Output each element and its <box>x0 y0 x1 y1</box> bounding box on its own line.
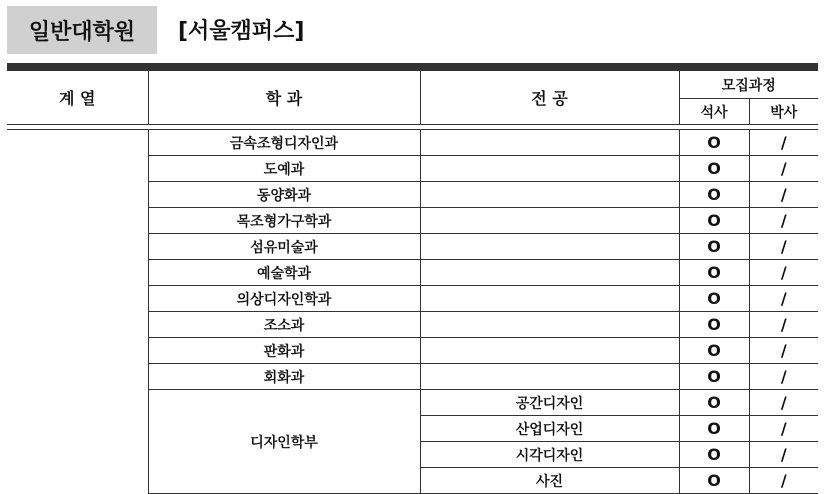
doctoral-cell: / <box>749 182 818 208</box>
doctoral-cell: / <box>749 390 818 416</box>
major-cell: 산업디자인 <box>420 416 679 442</box>
division-title: 일반대학원 <box>28 19 136 45</box>
major-cell <box>420 338 679 364</box>
program-table <box>7 71 818 494</box>
doctoral-cell: / <box>749 156 818 182</box>
dept-cell: 동양화과 <box>148 182 420 208</box>
major-cell: 시각디자인 <box>420 442 679 468</box>
major-cell <box>420 286 679 312</box>
major-cell <box>420 130 679 156</box>
doctoral-cell: / <box>749 130 818 156</box>
col-department-header: 학 과 <box>148 71 420 125</box>
dept-cell: 섬유미술과 <box>148 234 420 260</box>
masters-cell: O <box>679 338 749 364</box>
header-rule <box>7 63 818 71</box>
masters-cell: O <box>679 260 749 286</box>
major-cell: 사진 <box>420 468 679 494</box>
major-cell <box>420 234 679 260</box>
campus-title: [서울캠퍼스] <box>178 19 305 44</box>
doctoral-cell: / <box>749 468 818 494</box>
dept-cell: 의상디자인학과 <box>148 286 420 312</box>
col-doctoral-header: 박사 <box>749 99 818 125</box>
dept-cell: 도예과 <box>148 156 420 182</box>
col-major-header: 전 공 <box>420 71 679 125</box>
col-category-header: 계 열 <box>7 71 148 125</box>
doctoral-cell: / <box>749 442 818 468</box>
doctoral-cell: / <box>749 312 818 338</box>
major-cell <box>420 260 679 286</box>
dept-cell: 조소과 <box>148 312 420 338</box>
dept-cell: 판화과 <box>148 338 420 364</box>
masters-cell: O <box>679 468 749 494</box>
doctoral-cell: / <box>749 234 818 260</box>
masters-cell: O <box>679 130 749 156</box>
dept-cell: 회화과 <box>148 364 420 390</box>
major-cell <box>420 182 679 208</box>
masters-cell: O <box>679 156 749 182</box>
masters-cell: O <box>679 234 749 260</box>
major-cell <box>420 312 679 338</box>
doctoral-cell: / <box>749 208 818 234</box>
masters-cell: O <box>679 182 749 208</box>
col-masters-header: 석사 <box>679 99 749 125</box>
doctoral-cell: / <box>749 364 818 390</box>
masters-cell: O <box>679 312 749 338</box>
doctoral-cell: / <box>749 286 818 312</box>
masters-cell: O <box>679 416 749 442</box>
major-cell <box>420 364 679 390</box>
dept-cell: 금속조형디자인과 <box>148 130 420 156</box>
major-cell: 공간디자인 <box>420 390 679 416</box>
masters-cell: O <box>679 286 749 312</box>
design-dept-cell: 디자인학부 <box>148 390 420 494</box>
doctoral-cell: / <box>749 416 818 442</box>
table-row <box>7 130 818 156</box>
doctoral-cell: / <box>749 260 818 286</box>
major-cell <box>420 156 679 182</box>
doctoral-cell: / <box>749 338 818 364</box>
major-cell <box>420 208 679 234</box>
division-title-box <box>7 6 157 54</box>
masters-cell: O <box>679 390 749 416</box>
col-recruit-header: 모집과정 <box>721 77 776 94</box>
masters-cell: O <box>679 364 749 390</box>
dept-cell: 예술학과 <box>148 260 420 286</box>
masters-cell: O <box>679 442 749 468</box>
category-cell <box>7 130 148 494</box>
dept-cell: 목조형가구학과 <box>148 208 420 234</box>
masters-cell: O <box>679 208 749 234</box>
